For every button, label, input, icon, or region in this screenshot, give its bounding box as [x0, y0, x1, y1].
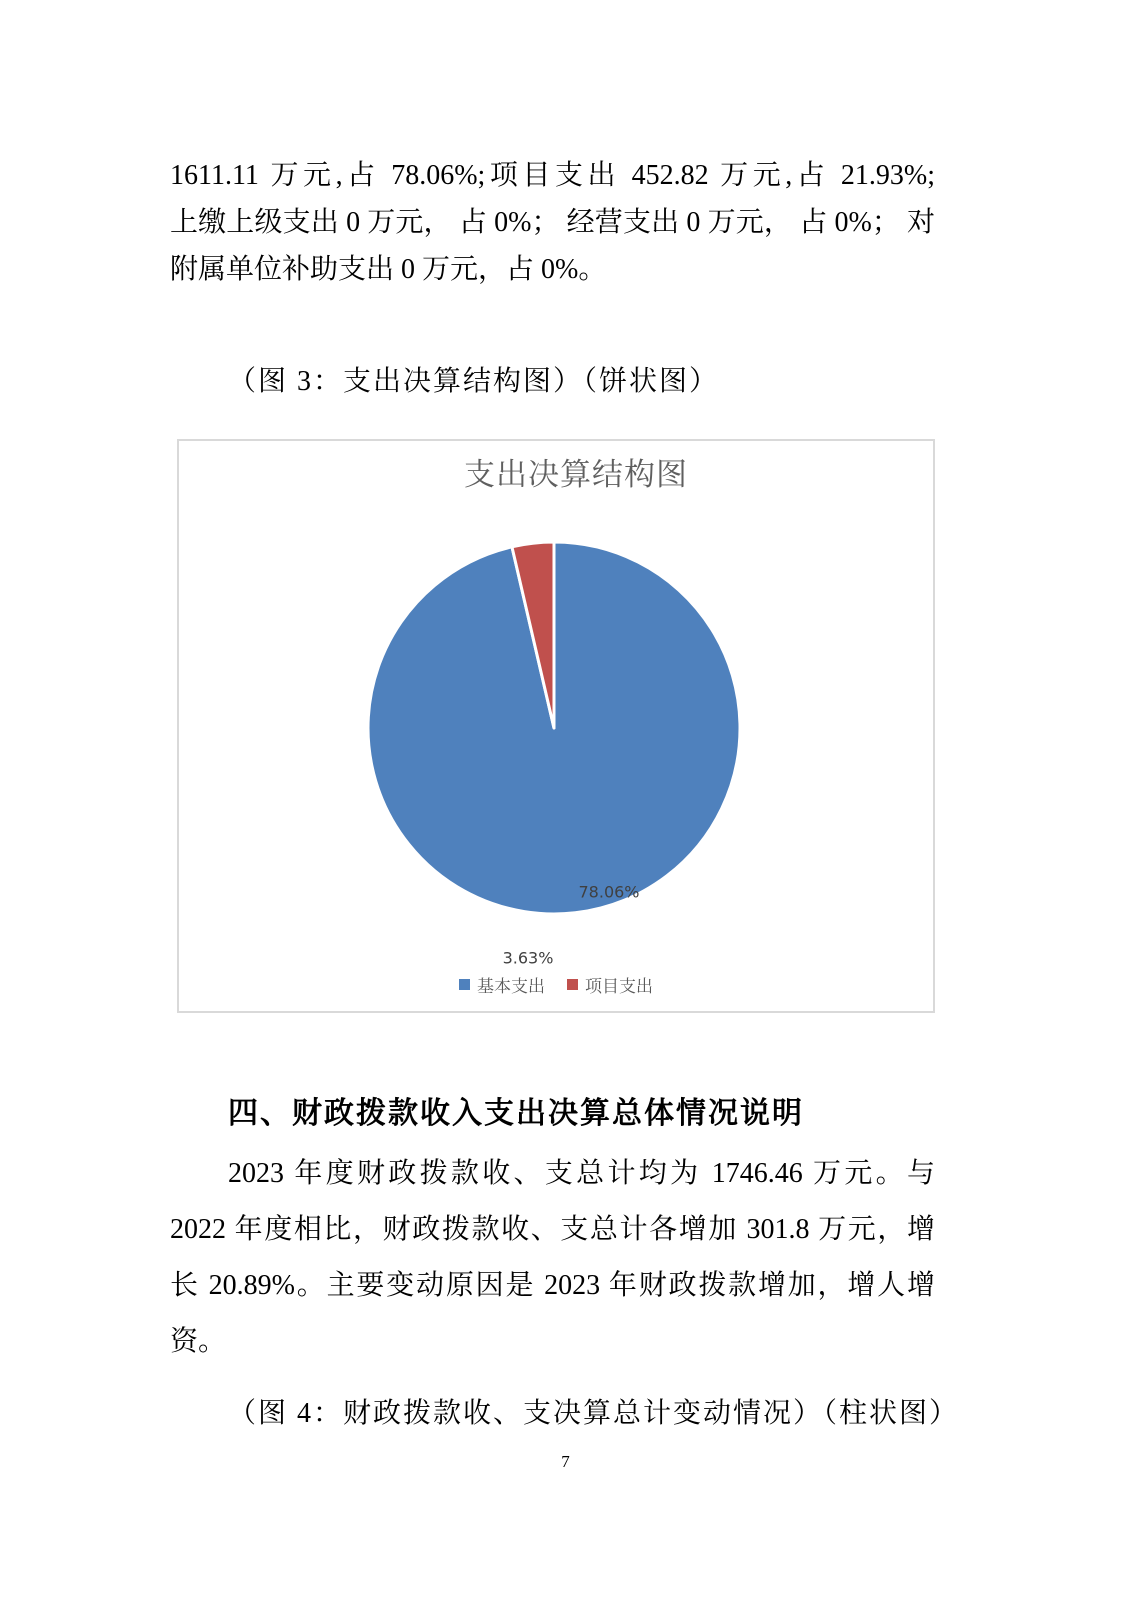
paragraph-line: 附属单位补助支出 0 万元，占 0%。 [170, 254, 607, 285]
legend-label: 基本支出 [477, 977, 545, 997]
paragraph-expenditure-breakdown [170, 152, 935, 293]
paragraph-line: 2023 年度财政拨款收、支总计均为 1746.46 万元。与 [228, 1158, 935, 1189]
legend-label: 项目支出 [585, 977, 653, 997]
paragraph-line: 2022 年度相比，财政拨款收、支总计各增加 301.8 万元，增 [170, 1214, 935, 1245]
paragraph-fiscal-appropriation [170, 1146, 935, 1370]
data-label-project-expenditure: 3.63% [502, 948, 554, 968]
figure3-caption: （图 3：支出决算结构图）（饼状图） [228, 366, 720, 397]
data-label-basic-expenditure: 78.06% [578, 882, 640, 902]
legend-item-basic [459, 972, 545, 997]
pie-chart-figure [177, 439, 935, 1013]
chart-title: 支出决算结构图 [464, 457, 688, 493]
chart-legend [179, 972, 933, 997]
figure4-caption: （图 4：财政拨款收、支决算总计变动情况）（柱状图） [228, 1398, 960, 1429]
legend-swatch-blue-icon [459, 979, 470, 990]
paragraph-line: 资。 [170, 1326, 227, 1357]
legend-swatch-red-icon [567, 979, 578, 990]
paragraph-line: 上缴上级支出 0 万元， 占 0%； 经营支出 0 万元， 占 0%； 对 [170, 207, 935, 238]
paragraph-line: 长 20.89%。主要变动原因是 2023 年财政拨款增加，增人增 [170, 1270, 935, 1301]
legend-item-project [567, 972, 653, 997]
page-number: 7 [561, 1452, 570, 1471]
pie-chart [179, 441, 933, 1011]
paragraph-line: 1611.11 万元,占 78.06%;项目支出 452.82 万元,占 21.93%; [170, 160, 935, 191]
section-heading: 四、财政拨款收入支出决算总体情况说明 [228, 1097, 804, 1130]
